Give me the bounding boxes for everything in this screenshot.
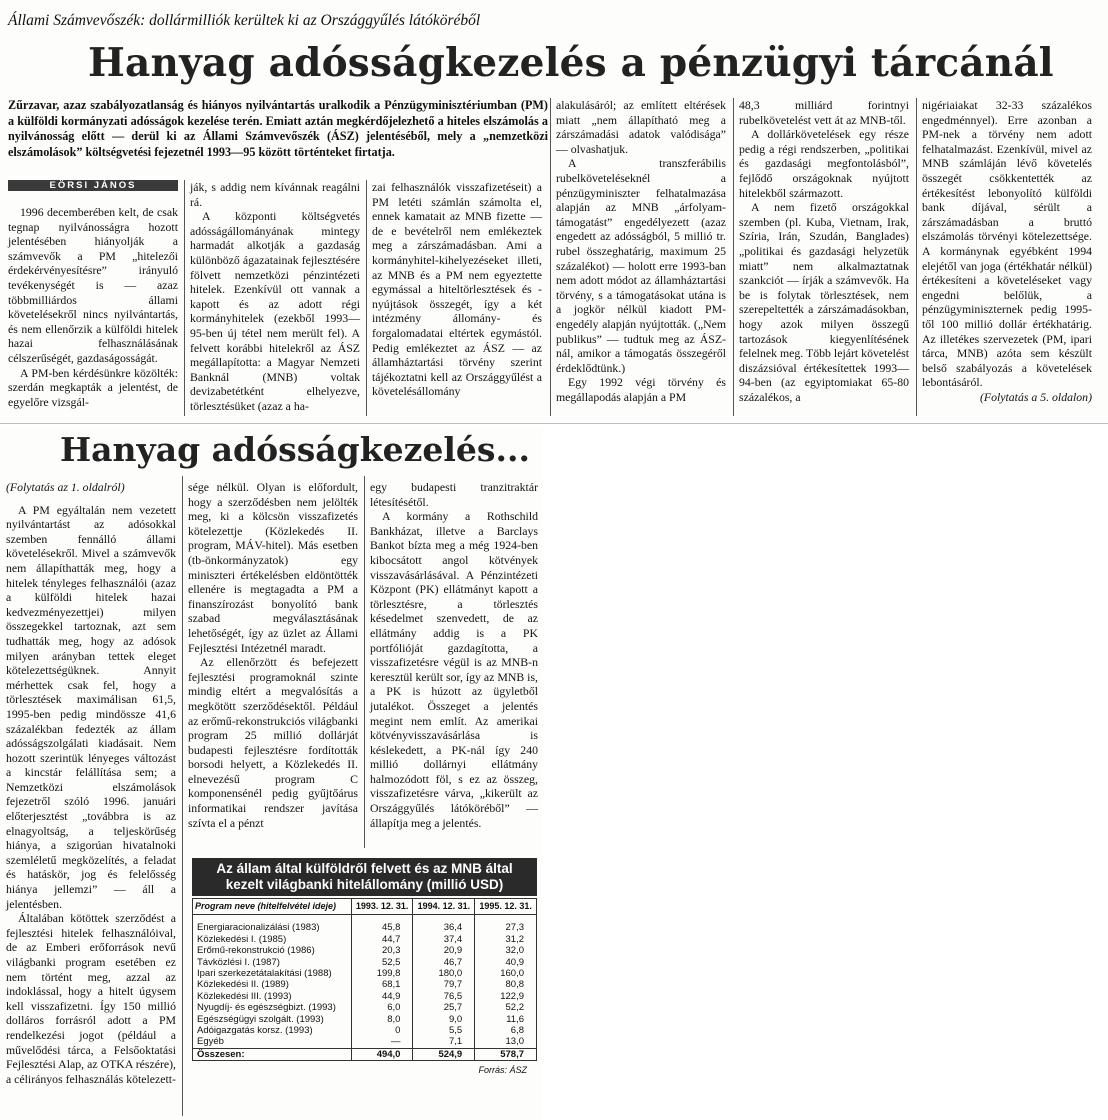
table-cell: Erőmű-rekonstrukció (1986) bbox=[193, 945, 352, 956]
table-total-row bbox=[193, 1048, 537, 1060]
table-cell: 68,1 bbox=[351, 979, 413, 990]
table-cell: Közlekedési III. (1993) bbox=[193, 991, 352, 1002]
paragraph: A kormány a Rothschild Bankházat, illetve a Barclays Bankot bízta meg a még 1924-ben kibocsátott angol kötvények visszavásárlásával. A Pénzintézeti Központ (PK) ellátmányt kapott a törlesztésre, a törlesztés késedelmet szenvedett, de az ellátmány addig is a PK portfólióját gazdagította, a visszafizetésre végül is az MNB-n keresztül került sor, így az MNB is, a PK is húzott az ügyletből jutalékot. Összeget a jelentés megint nem említ. Az amerikai kötvényvisszavásárlása is késlekedett, a PK-nál így 240 millió dollárnyi ellátmány halmozódott föl, s ez az összeg, visszafizetésre várva, „kikerült az Országgyűlés látóköréből” — állapítja meg a jelentés. bbox=[370, 509, 538, 830]
table-cell: 27,3 bbox=[475, 915, 537, 934]
column-2 bbox=[188, 480, 358, 830]
table-cell: — bbox=[351, 1036, 413, 1048]
paragraph: 48,3 milliárd forintnyi rubelkövetelést vett át az MNB-től. bbox=[739, 98, 909, 127]
paragraph: ják, s addig nem kívánnak reagálni rá. bbox=[190, 180, 360, 209]
table-row bbox=[193, 957, 537, 968]
data-table-box bbox=[192, 858, 537, 1116]
table-cell: 32,0 bbox=[475, 945, 537, 956]
column-3 bbox=[372, 180, 542, 399]
table-cell: 199,8 bbox=[351, 968, 413, 979]
table-cell: 524,9 bbox=[413, 1048, 475, 1060]
table-cell: Egészségügyi szolgált. (1993) bbox=[193, 1014, 352, 1025]
table-cell: 31,2 bbox=[475, 934, 537, 945]
table-cell: Ipari szerkezetátalakítási (1988) bbox=[193, 968, 352, 979]
table-row bbox=[193, 968, 537, 979]
table-row bbox=[193, 979, 537, 990]
table-cell: 44,9 bbox=[351, 991, 413, 1002]
table-cell: 6,8 bbox=[475, 1025, 537, 1036]
table-cell: 37,4 bbox=[413, 934, 475, 945]
paragraph: A PM egyáltalán nem vezetett nyilvántartást az adósokkal szemben fennálló állami követelésekről. Mivel a számvevők nem állapíthatták meg, hogy a hitelek tényleges felhasználói (azaz a külföldi hitelek hazai kedvezményezettjei) milyen összegekkel tartoznak, azt sem tudhatták meg, hogy az adósok milyen arányban tettek eleget kötelezettségüknek. Annyit mérhettek csak fel, hogy a törlesztések maximálisan 61,5, 1995-ben pedig mindössze 41,6 százalékban fedezték az állam adósságszolgálati kiadásait. Nem hozott szerintük lényeges változást a kincstár felállítása sem; a Nemzetközi elszámolások fejezetről szóló 1996. januári előterjesztést „továbbra is az elnagyoltság, a teljeskörűség hiánya, a szigorúan hivatalnoki szemléletű megközelítés, a feladat és hatáskör, jog és felelősség hiánya jellemzi” — áll a jelentésben. bbox=[6, 502, 176, 911]
table-cell: 46,7 bbox=[413, 957, 475, 968]
lead-paragraph: Zűrzavar, azaz szabályozatlanság és hiányos nyilvántartás uralkodik a Pénzügyminisztériumban (PM) a külföldi kormányzati adósságok kezelése terén. Emiatt aztán megkérdőjelezhető a hiteles elszámolás a nyilvánosság előtt — derül ki az Állami Számvevőszék (ÁSZ) jelentéséből, mely a „nemzetközi elszámolások” költségvetési fejezetnél 1993—95 között történteket firtatja. bbox=[8, 98, 548, 159]
table-cell: Közlekedési II. (1989) bbox=[193, 979, 352, 990]
byline: EÖRSI JÁNOS bbox=[8, 180, 178, 191]
table-header: 1995. 12. 31. bbox=[475, 899, 537, 915]
table-cell: Egyéb bbox=[193, 1036, 352, 1048]
table-body bbox=[193, 915, 537, 1048]
table-row bbox=[193, 915, 537, 934]
table-cell: 52,5 bbox=[351, 957, 413, 968]
table-cell: 6,0 bbox=[351, 1002, 413, 1013]
table-cell: 20,9 bbox=[413, 945, 475, 956]
table-cell: 0 bbox=[351, 1025, 413, 1036]
table-row bbox=[193, 1036, 537, 1048]
table-cell: 20,3 bbox=[351, 945, 413, 956]
table-cell: 79,7 bbox=[413, 979, 475, 990]
table-cell: Összesen: bbox=[193, 1048, 352, 1060]
paragraph: zai felhasználók visszafizetéseit) a PM letéti számlán számolta el, ennek kamatait az MNB fizette — de e bevételről nem emlékeztek meg a zárszámadásban. Ami a kormányhitel-kihelyezéseket illeti, az MNB és a PM nem egyeztette egymással a hiteltörlesztések és -nyújtások összegét, így a két intézmény állomány- és forgalomadatai eltértek egymástól. Pedig emlékeztet az ÁSZ — az államháztartási törvény szerint tájékoztatni kell az Országgyűlést a követelésállomány bbox=[372, 180, 542, 399]
table-cell: 13,0 bbox=[475, 1036, 537, 1048]
table-cell: 80,8 bbox=[475, 979, 537, 990]
table-cell: Nyugdíj- és egészségbizt. (1993) bbox=[193, 1002, 352, 1013]
table-cell: 122,9 bbox=[475, 991, 537, 1002]
table-header: 1993. 12. 31. bbox=[351, 899, 413, 915]
table-cell: 9,0 bbox=[413, 1014, 475, 1025]
table-cell: 5,5 bbox=[413, 1025, 475, 1036]
table-source: Forrás: ÁSZ bbox=[478, 1065, 527, 1076]
table-cell: 45,8 bbox=[351, 915, 413, 934]
table-row bbox=[193, 945, 537, 956]
article-clip-continuation bbox=[0, 428, 542, 1120]
column-divider bbox=[366, 180, 367, 416]
column-divider bbox=[733, 98, 734, 416]
table-cell: 494,0 bbox=[351, 1048, 413, 1060]
paragraph: A dollárkövetelések egy része pedig a régi rendszerben, „politikai és gazdasági megfontolásból”, fejlődő országoknak nyújtott hitelekből származott. bbox=[739, 127, 909, 200]
continued-from-note: (Folytatás az 1. oldalról) bbox=[6, 480, 125, 494]
headline: Hanyag adósságkezelés... bbox=[60, 430, 530, 469]
paragraph: Az ellenőrzött és befejezett fejlesztési programoknál szinte mindig eltért a megvalósítás a megkötött szerződésektől. Például az erőmű-rekonstrukciós világbanki program 25 millió dollárját budapesti fejlesztésre fordították borsodi helyett, a Közlekedés II. elnevezésű program C komponensénél pedig gyűjtőárus informatikai rendszer javítása szívta el a pénzt bbox=[188, 655, 358, 830]
table-cell: 11,6 bbox=[475, 1014, 537, 1025]
table-cell: 44,7 bbox=[351, 934, 413, 945]
paragraph: Általában kötöttek szerződést a fejlesztési hitelek felhasználóival, de az Emberi erőforrások nevű világbanki program esetében ez nem történt meg, azzal az indoklással, hogy a hitelt úgysem kell visszafizetni. Így 150 millió dolláros forrásról adott a PM rendelkezési jogot (például a művelődési tárca, a Felsőoktatási Fejlesztési Alap, az OTKA részére), a célirányos felhasználás kötelezett- bbox=[6, 911, 176, 1086]
table-cell: 76,5 bbox=[413, 991, 475, 1002]
table-cell: 40,9 bbox=[475, 957, 537, 968]
loan-table bbox=[192, 898, 537, 1061]
paragraph: Egy 1992 végi törvény és megállapodás alapján a PM bbox=[556, 375, 726, 404]
paragraph: A nem fizető országokkal szemben (pl. Kuba, Vietnam, Irak, Szíria, Irán, Szudán, Banglades) „politikai és gazdasági helyzetük miatt” nem alkalmaztatnak szankciót — írják a számvevők. Ha be is folytak törlesztések, nem szerepeltették a zárszámadásokban, hogy azok milyen összegű tartozások kiegyenlítésének felelnek meg. Több lejárt követelést diszázsióval értékesítettek 1993—94-ben (az egyiptomiakat 65-80 százalékos, a bbox=[739, 200, 909, 404]
table-header: 1994. 12. 31. bbox=[413, 899, 475, 915]
table-cell: 7,1 bbox=[413, 1036, 475, 1048]
table-row bbox=[193, 1014, 537, 1025]
table-row bbox=[193, 991, 537, 1002]
article-clip-front-page bbox=[0, 0, 1108, 424]
table-header: Program neve (hitelfelvétel ideje) bbox=[193, 899, 352, 915]
paragraph: 1996 decemberében kelt, de csak tegnap nyilvánosságra hozott jelentésében hiányolják a számvevők a PM „hitelezői érdekérvényesítésre” irányuló tevékenységét is — azaz többmilliárdos állami követelésekről nincs nyilvántartás, és nem ellenőrzik a külföldi hitelek hazai felhasználásának célszerűségét, gazdaságosságát. bbox=[8, 205, 178, 365]
column-divider bbox=[184, 180, 185, 416]
column-divider bbox=[916, 98, 917, 416]
paragraph: A központi költségvetés adósságállományának mintegy harmadát alkotják a gazdaság különböző ágazatainak fejlesztésére fölvett nemzetközi pénzintézeti hitelek. Ezenkívül ott vannak a kapott és az adott régi kormányhitelek (ezekből 1993—95-ben új tétel nem merült fel). A felvett korábbi hitelekről az ÁSZ megállapította: a Magyar Nemzeti Banknál (MNB) voltak devizabetétként elhelyezve, törlesztésüket (azaz a ha- bbox=[190, 209, 360, 413]
table-cell: 25,7 bbox=[413, 1002, 475, 1013]
column-3 bbox=[370, 480, 538, 830]
table-cell: Adóigazgatás korsz. (1993) bbox=[193, 1025, 352, 1036]
column-divider bbox=[182, 476, 183, 1116]
table-row bbox=[193, 1002, 537, 1013]
paragraph: A transzferábilis rubelköveteléseknél a pénzügyminiszter felhatalmazása alapján az MNB „árfolyam-támogatást” engedélyezett (azaz engedett az adósságból, 5 millió tr. rubel összeghatárig, maximum 25 százalékot) — holott erre 1993-ban nem adott módot az államháztartási törvény, s a támogatásokat utána is a jogkör nélkül kiadott PM-engedély alapján nyújtották. („Nem publikus” — tudtuk meg az ÁSZ-nál, amikor a támogatás összegéről érdeklődtünk.) bbox=[556, 156, 726, 375]
column-2 bbox=[190, 180, 360, 414]
table-cell: 36,4 bbox=[413, 915, 475, 934]
table-cell: Közlekedési I. (1985) bbox=[193, 934, 352, 945]
table-cell: Energiaracionalizálási (1983) bbox=[193, 915, 352, 934]
paragraph: sége nélkül. Olyan is előfordult, hogy a szerződésben nem jelölték meg, ki a kölcsön visszafizetés kötelezettje (Közlekedés II. program, MÁV-hitel). Más esetben (tb-önkormányzatok) egy miniszteri értékelésben eldöntötték ellenére is megtagadta a PM a finanszírozást bonyolító bank szabad megválasztásának lehetőségét, így az üzlet az Állami Fejlesztési Intézetnél maradt. bbox=[188, 480, 358, 655]
table-cell: 8,0 bbox=[351, 1014, 413, 1025]
table-header-row bbox=[193, 899, 537, 915]
headline: Hanyag adósságkezelés a pénzügyi tárcánál bbox=[88, 40, 1054, 86]
paragraph: nigériaiakat 32-33 százalékos engedménnyel). Erre azonban a PM-nek a törvény nem adott felhatalmazást. Ezenkívül, mivel az MNB számláján lévő követelés összegét csökkentették az értékesítést lebonyolító külföldi bank díjával, sérült a zárszámadásban a bruttó elszámolás törvényi kötelezettsége. A kormánynak egyébként 1994 elejétől van joga (értékhatár nélkül) értékesíteni a követeléseket vagy engedni belőlük, a pénzügyminiszternek pedig 1995-től 100 millió dollár értékhatárig. Az illetékes szervezetek (PM, ipari tárca, MNB) azóta sem készült belső szabályozás a követelések lebontásáról. bbox=[922, 98, 1092, 390]
column-divider bbox=[550, 98, 551, 416]
table-cell: 52,2 bbox=[475, 1002, 537, 1013]
column-4 bbox=[556, 98, 726, 404]
kicker: Állami Számvevőszék: dollármilliók kerültek ki az Országgyűlés látóköréből bbox=[8, 12, 481, 29]
table-row bbox=[193, 1025, 537, 1036]
table-title: Az állam által külföldről felvett és az MNB által kezelt világbanki hitelállomány (millió USD) bbox=[192, 858, 537, 896]
column-divider bbox=[364, 476, 365, 848]
column-1 bbox=[8, 205, 178, 409]
column-5 bbox=[739, 98, 909, 404]
table-cell: Távközlési I. (1987) bbox=[193, 957, 352, 968]
table-cell: 160,0 bbox=[475, 968, 537, 979]
paragraph: alakulásáról; az említett eltérések miatt „nem állapítható meg a zárszámadási adatok valódisága” — olvashatjuk. bbox=[556, 98, 726, 156]
table-cell: 578,7 bbox=[475, 1048, 537, 1060]
continued-note: (Folytatás a 5. oldalon) bbox=[979, 389, 1092, 404]
paragraph: A PM-ben kérdésünkre közölték: szerdán megkapták a jelentést, de egyelőre vizsgál- bbox=[8, 365, 178, 409]
paragraph: egy budapesti tranzitraktár létesítésétől. bbox=[370, 480, 538, 509]
table-cell: 180,0 bbox=[413, 968, 475, 979]
column-6 bbox=[922, 98, 1092, 404]
table-row bbox=[193, 934, 537, 945]
column-1 bbox=[6, 480, 176, 1086]
